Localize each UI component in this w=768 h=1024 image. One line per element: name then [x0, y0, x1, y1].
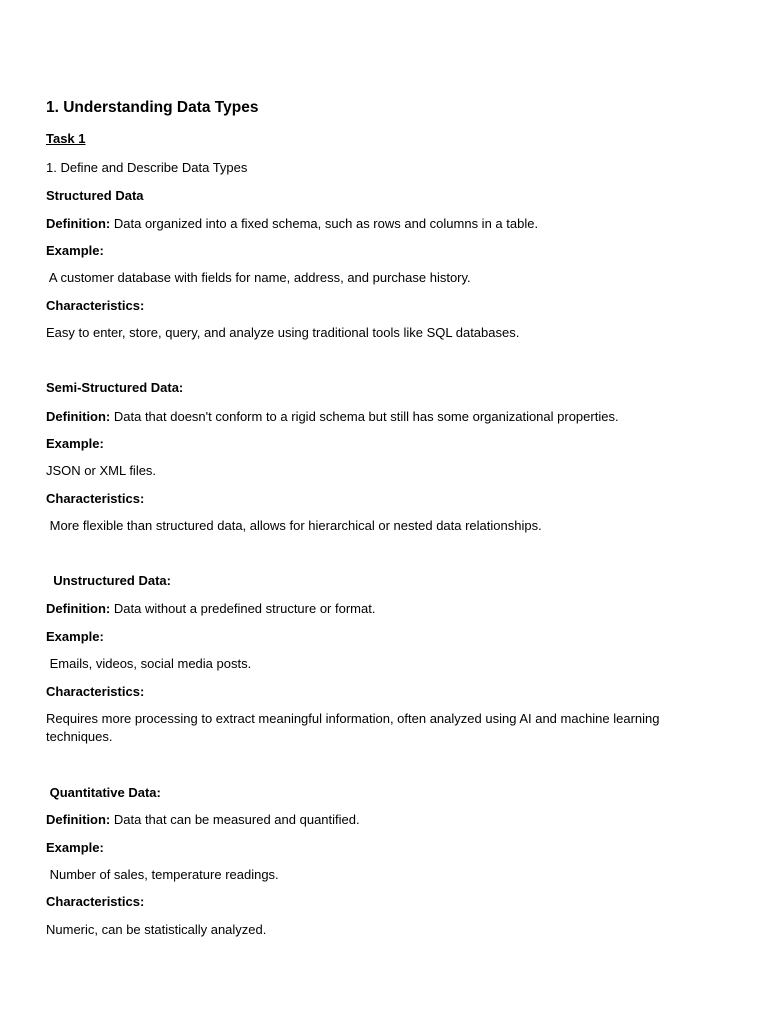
definition-label: Definition:	[46, 601, 111, 616]
characteristics-label: Characteristics:	[46, 894, 145, 909]
section-heading-unstructured: Unstructured Data:	[46, 573, 171, 588]
definition-text: Data without a predefined structure or format.	[110, 601, 376, 616]
task-heading: Task 1	[46, 131, 86, 146]
example-text: A customer database with fields for name, address, and purchase history.	[46, 270, 471, 285]
definition-label: Definition:	[46, 216, 111, 231]
example-label: Example:	[46, 840, 104, 855]
example-label: Example:	[46, 629, 104, 644]
characteristics-text: Numeric, can be statistically analyzed.	[46, 922, 267, 937]
characteristics-text: Easy to enter, store, query, and analyze using traditional tools like SQL databases.	[46, 325, 520, 340]
example-text: Number of sales, temperature readings.	[46, 867, 279, 882]
characteristics-label: Characteristics:	[46, 684, 145, 699]
definition-label: Definition:	[46, 812, 111, 827]
definition-text: Data that can be measured and quantified.	[110, 812, 360, 827]
section-heading-semi-structured: Semi-Structured Data:	[46, 380, 184, 395]
definition-semi-structured	[46, 408, 619, 426]
example-label: Example:	[46, 243, 104, 258]
example-text: JSON or XML files.	[46, 463, 157, 478]
characteristics-label: Characteristics:	[46, 491, 145, 506]
definition-structured	[46, 215, 538, 233]
characteristics-label: Characteristics:	[46, 298, 145, 313]
page-title: 1. Understanding Data Types	[46, 99, 259, 116]
definition-quantitative	[46, 811, 360, 829]
section-heading-quantitative: Quantitative Data:	[46, 785, 161, 800]
characteristics-text: Requires more processing to extract meaningful information, often analyzed using AI and machine learning techniques.	[46, 711, 660, 744]
definition-text: Data organized into a fixed schema, such as rows and columns in a table.	[110, 216, 539, 231]
definition-unstructured	[46, 600, 375, 618]
section-heading-structured: Structured Data	[46, 188, 144, 203]
intro-line: 1. Define and Describe Data Types	[46, 160, 248, 175]
definition-label: Definition:	[46, 409, 111, 424]
definition-text: Data that doesn't conform to a rigid schema but still has some organizational properties.	[110, 409, 619, 424]
characteristics-text: More flexible than structured data, allows for hierarchical or nested data relationships.	[46, 518, 542, 533]
example-label: Example:	[46, 436, 104, 451]
example-text: Emails, videos, social media posts.	[46, 656, 252, 671]
